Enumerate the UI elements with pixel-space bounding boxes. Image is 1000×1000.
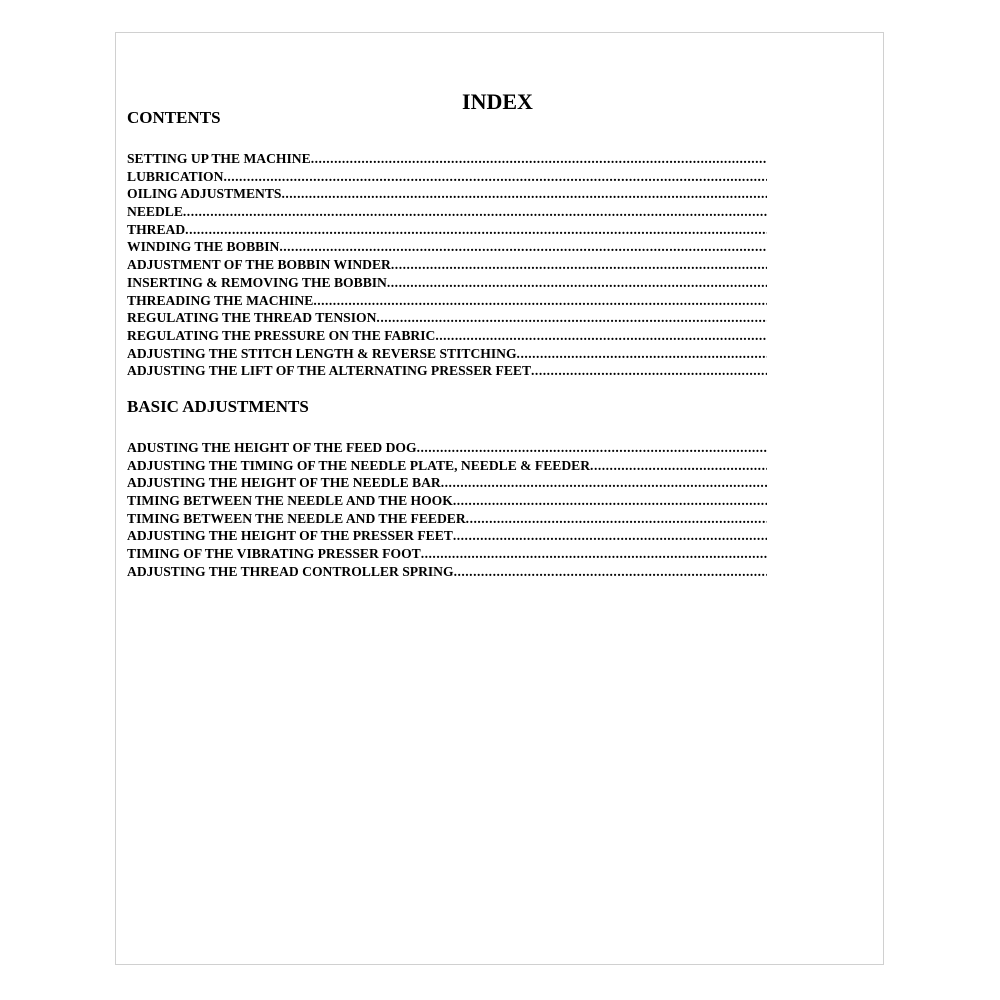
toc-entry-label: NEEDLE [127, 204, 183, 220]
dot-leader [590, 458, 767, 474]
contents-heading: CONTENTS [127, 108, 221, 127]
toc-entry-label: REGULATING THE THREAD TENSION [127, 310, 377, 326]
dot-leader [466, 511, 767, 527]
dot-leader [391, 257, 767, 273]
toc-entry [127, 493, 767, 511]
toc-entry-label: OILING ADJUSTMENTS [127, 186, 282, 202]
dot-leader [313, 293, 767, 309]
toc-entry-label: ADJUSTING THE HEIGHT OF THE PRESSER FEET [127, 528, 453, 544]
toc-entry [127, 546, 767, 564]
toc-entry [127, 475, 767, 493]
page-title: INDEX [462, 89, 533, 114]
dot-leader [185, 222, 767, 238]
dot-leader [183, 204, 767, 220]
toc-entry [127, 257, 767, 275]
toc-entry [127, 310, 767, 328]
dot-leader [421, 546, 767, 562]
dot-leader [387, 275, 767, 291]
toc-entry-label: ADJUSTING THE HEIGHT OF THE NEEDLE BAR [127, 475, 441, 491]
toc-entry [127, 222, 767, 240]
toc-entry-label: LUBRICATION [127, 168, 224, 184]
toc-entry-label: ADJUSTING THE THREAD CONTROLLER SPRING [127, 563, 454, 579]
toc-entry-label: INSERTING & REMOVING THE BOBBIN [127, 274, 387, 290]
toc-entry [127, 346, 767, 364]
dot-leader [441, 475, 767, 491]
dot-leader [376, 310, 767, 326]
toc-entry-label: THREAD [127, 221, 186, 237]
contents-list [127, 151, 767, 381]
dot-leader [531, 363, 767, 379]
toc-entry-label: THREADING THE MACHINE [127, 292, 314, 308]
toc-entry [127, 564, 767, 582]
toc-entry-label: REGULATING THE PRESSURE ON THE FABRIC [127, 327, 436, 343]
toc-entry [127, 186, 767, 204]
toc-entry-label: ADJUSTING THE TIMING OF THE NEEDLE PLATE, NEEDLE & FEEDER [127, 457, 591, 473]
toc-entry-label: ADJUSTING THE LIFT OF THE ALTERNATING PRESSER FEET [127, 363, 532, 379]
basic-adjustments-heading: BASIC ADJUSTMENTS [127, 397, 309, 416]
toc-entry [127, 363, 767, 381]
dot-leader [454, 564, 767, 580]
toc-entry [127, 528, 767, 546]
dot-leader [453, 528, 767, 544]
toc-entry [127, 440, 767, 458]
toc-entry-label: ADUSTING THE HEIGHT OF THE FEED DOG [127, 440, 417, 455]
toc-entry [127, 275, 767, 293]
toc-entry [127, 458, 767, 476]
toc-entry [127, 204, 767, 222]
toc-entry [127, 151, 767, 169]
toc-entry [127, 239, 767, 257]
toc-entry-label: ADJUSTMENT OF THE BOBBIN WINDER [127, 257, 391, 273]
dot-leader [417, 440, 767, 456]
dot-leader [279, 239, 767, 255]
toc-entry-label: WINDING THE BOBBIN [127, 239, 280, 255]
document-page [115, 32, 884, 965]
dot-leader [453, 493, 767, 509]
dot-leader [281, 186, 767, 202]
toc-entry [127, 169, 767, 187]
toc-entry-label: TIMING OF THE VIBRATING PRESSER FOOT [127, 546, 421, 562]
toc-entry-label: ADJUSTING THE STITCH LENGTH & REVERSE STITCHING [127, 345, 517, 361]
basic-adjustments-list [127, 440, 767, 582]
toc-entry-label: SETTING UP THE MACHINE [127, 151, 311, 166]
dot-leader [223, 169, 767, 185]
dot-leader [435, 328, 767, 344]
dot-leader [311, 151, 767, 167]
toc-entry [127, 511, 767, 529]
toc-entry [127, 293, 767, 311]
toc-entry [127, 328, 767, 346]
toc-entry-label: TIMING BETWEEN THE NEEDLE AND THE FEEDER [127, 510, 466, 526]
dot-leader [517, 346, 767, 362]
toc-entry-label: TIMING BETWEEN THE NEEDLE AND THE HOOK [127, 493, 453, 509]
